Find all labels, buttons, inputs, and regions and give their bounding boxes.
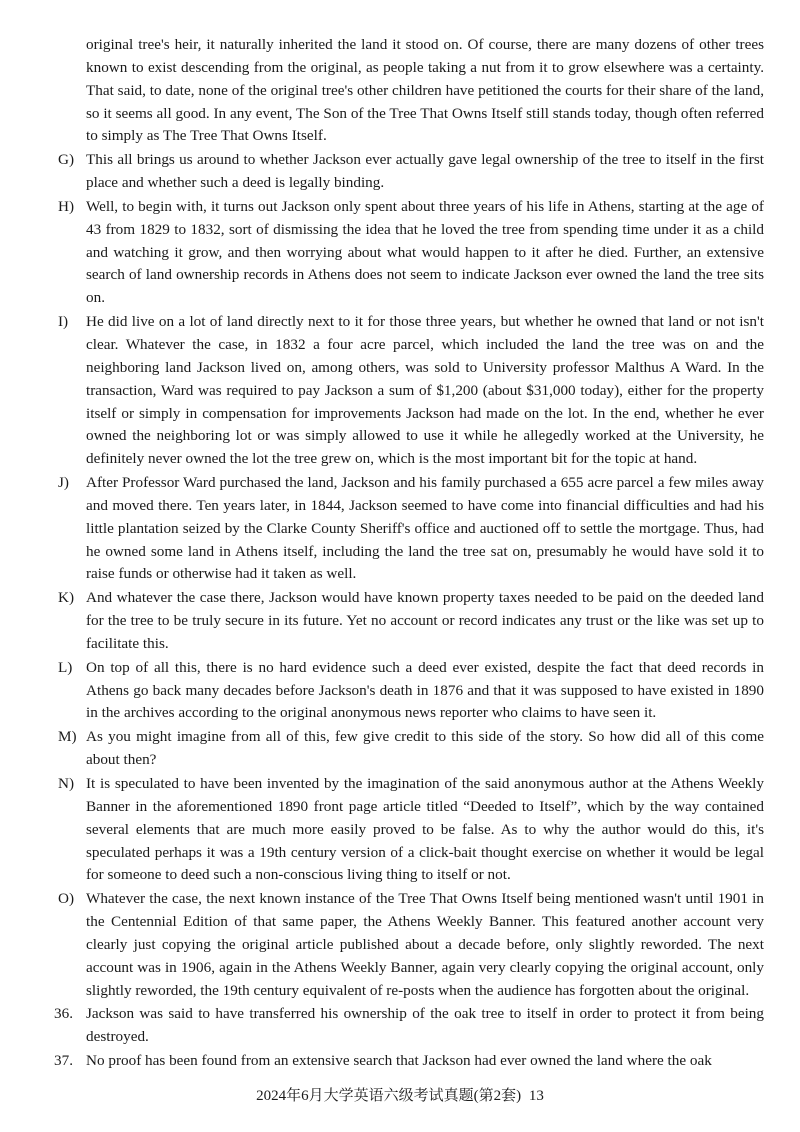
paragraph-label: L) — [58, 658, 73, 676]
paragraph-text: This all brings us around to whether Jackson ever actually gave legal ownership of the tree to itself in the first place and whether such a deed is legally binding. — [86, 151, 764, 192]
question-text: Jackson was said to have transferred his ownership of the oak tree to itself in order to protect it from being destroyed. — [86, 1005, 764, 1046]
exam-title: 2024年6月大学英语六级考试真题(第2套) — [256, 1088, 522, 1104]
question-37 — [54, 1050, 764, 1073]
page-footer — [0, 1084, 800, 1105]
paragraph-j — [58, 472, 764, 586]
paragraph-o — [58, 888, 764, 1002]
continued-paragraph: original tree's heir, it naturally inherited the land it stood on. Of course, there are many dozens of other trees known to exist descending from the original, as people taking a nut from it to grow elsewhere was a certainty. That said, to date, none of the original tree's other children have petitioned the courts for their share of the land, so it seems all good. In any event, The Son of the Tree That Owns Itself still stands today, though often referred to simply as The Tree That Owns Itself. — [86, 36, 764, 145]
paragraph-label: H) — [58, 197, 75, 215]
paragraph-text: Well, to begin with, it turns out Jackson only spent about three years of his life in Athens, starting at the age of 43 from 1829 to 1832, sort of dismissing the idea that he loved the tree from spending time under it as a child and watching it grow, and then worrying about what would happen to it after he died. Further, an extensive search of land ownership records in Athens does not seem to indicate Jackson ever owned the land the tree sits on. — [86, 197, 764, 307]
paragraph-k — [58, 587, 764, 656]
question-number: 37. — [54, 1052, 73, 1070]
question-text: No proof has been found from an extensive search that Jackson had ever owned the land where the oak — [86, 1052, 712, 1070]
paragraph-n — [58, 773, 764, 887]
paragraph-label: K) — [58, 589, 75, 607]
passage — [54, 34, 764, 1073]
paragraph-text: He did live on a lot of land directly next to it for those three years, but whether he owned that land or not isn't clear. Whatever the case, in 1832 a four acre parcel, which included the land the tree was on and the neighboring land Jackson lived on, among others, was sold to University professor Malthus A Ward. In the transaction, Ward was required to pay Jackson a sum of $1,200 (about $31,000 today), either for the property itself or simply in compensation for improvements Jackson had made on the lot. In the end, whether he ever owned the neighboring lot or was simply allowed to use it while he allegedly worked at the University, he definitely never owned the lot the tree grew on, which is the most important bit for the topic at hand. — [86, 313, 764, 468]
paragraph-text: Whatever the case, the next known instance of the Tree That Owns Itself being mentioned wasn't until 1901 in the Centennial Edition of that same paper, the Athens Weekly Banner. This featured another account very clearly just copying the original article published about a decade before, only slightly reworded. The next account was in 1906, again in the Athens Weekly Banner, again very clearly copying the original account, only slightly reworded, the 19th century equivalent of re-posts when the audience has forgotten about the original. — [86, 890, 764, 999]
question-36 — [54, 1003, 764, 1049]
paragraph-label: N) — [58, 775, 75, 792]
paragraph-l — [58, 657, 764, 726]
paragraph-text: On top of all this, there is no hard evidence such a deed ever existed, despite the fact that deed records in Athens go back many decades before Jackson's death in 1876 and that it was supposed to have existed in 1890 in the archives according to the original anonymous news reporter who claims to have seen it. — [86, 658, 764, 722]
paragraph-h — [58, 196, 764, 310]
paragraph-g — [58, 149, 764, 195]
paragraph-label: M) — [58, 728, 77, 746]
paragraph-label: O) — [58, 890, 75, 908]
paragraph-text: As you might imagine from all of this, few give credit to this side of the story. So how did all of this come about then? — [86, 728, 764, 769]
paragraph-i — [58, 311, 764, 471]
paragraph-label: I) — [58, 313, 69, 331]
question-number: 36. — [54, 1005, 73, 1023]
paragraph-m — [58, 726, 764, 772]
paragraph-text: And whatever the case there, Jackson would have known property taxes needed to be paid on the deeded land for the tree to be truly secure in its future. Yet no account or record indicates any trust or the like was set up to facilitate this. — [86, 589, 764, 652]
page-number: 13 — [528, 1088, 544, 1104]
paragraph-label: J) — [58, 474, 69, 492]
paragraph-text: It is speculated to have been invented by the imagination of the said anonymous author at the Athens Weekly Banner in the aforementioned 1890 front page article titled “Deeded to Itself”, which by the way contained several elements that are much more easily proved to be false. As to why the author would do this, it's speculated perhaps it was a 19th century version of a click-bait thought exercise on whether it would be legal for someone to deed such a non-conscious living thing to itself or not. — [86, 775, 764, 884]
paragraph-label: G) — [58, 151, 75, 169]
paragraph-text: After Professor Ward purchased the land, Jackson and his family purchased a 655 acre parcel a few miles away and moved there. Ten years later, in 1844, Jackson seemed to have come into financial difficulties and had his little plantation seized by the Clarke County Sheriff's office and auctioned off to settle the mortgage. Thus, had he owned some land in Athens itself, including the land the tree sat on, presumably he would have sold it to raise funds or otherwise had it taken as well. — [86, 474, 764, 583]
